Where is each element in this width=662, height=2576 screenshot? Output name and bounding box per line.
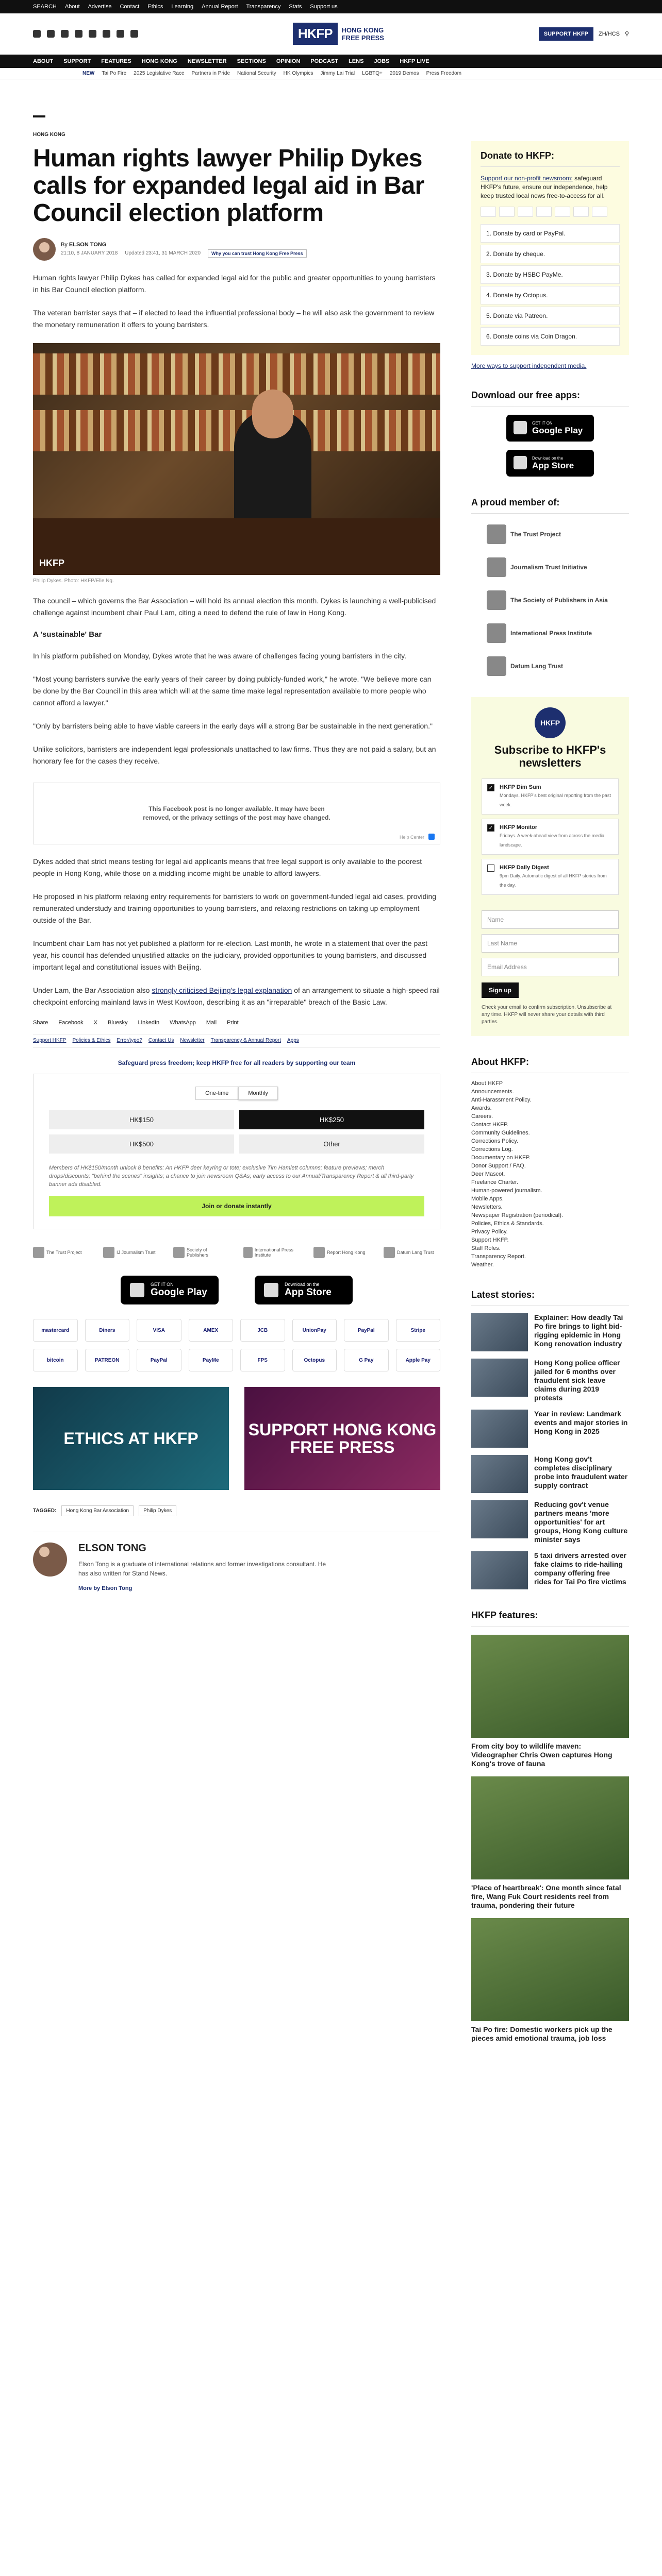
author-name[interactable]: ELSON TONG <box>69 241 107 248</box>
nav-item[interactable]: HKFP LIVE <box>400 58 429 64</box>
article-paragraph: Human rights lawyer Philip Dykes has called for expanded legal aid for the public and greater opportunities to young barristers in his Bar Council election platform. <box>33 274 436 294</box>
about-link[interactable]: Support HKFP. <box>471 1237 509 1243</box>
topbar-link[interactable]: Ethics <box>147 4 163 10</box>
site-header <box>0 13 662 55</box>
payment-logo[interactable]: Apple Pay <box>396 1349 441 1371</box>
newsletter-name: HKFP Dim Sum <box>500 784 541 790</box>
payment-logo[interactable]: PATREON <box>85 1349 130 1371</box>
feature-title[interactable]: From city boy to wildlife maven: Videographer Chris Owen captures Hong Kong's trove of fauna <box>471 1742 613 1768</box>
main-nav <box>0 55 662 68</box>
share-bar <box>33 1020 440 1035</box>
article-title: Human rights lawyer Philip Dykes calls for expanded legal aid in Bar Council election platform <box>33 145 424 227</box>
checkbox-icon[interactable] <box>487 865 494 872</box>
about-link[interactable]: Announcements. <box>471 1089 514 1095</box>
feature-image[interactable] <box>471 1776 629 1879</box>
card-icon <box>518 207 533 217</box>
story-thumbnail[interactable] <box>471 1500 528 1538</box>
desk-graphic <box>33 518 440 575</box>
tag-link[interactable]: Hong Kong Bar Association <box>61 1505 134 1516</box>
payment-logo[interactable]: PayPal <box>344 1319 389 1342</box>
about-title: About HKFP: <box>471 1057 629 1073</box>
author-avatar[interactable] <box>33 1543 67 1577</box>
top-utility-bar <box>0 0 662 13</box>
join-donate-button[interactable]: Join or donate instantly <box>49 1196 424 1216</box>
story-title[interactable]: Hong Kong gov't completes disciplinary probe into fraudulent water supply contract <box>534 1455 628 1489</box>
about-link[interactable]: Contact HKFP. <box>471 1122 508 1128</box>
app-store-badge[interactable] <box>506 450 594 477</box>
payment-logo[interactable]: Diners <box>85 1319 130 1342</box>
more-by-author-link[interactable]: More by Elson Tong <box>78 1585 133 1591</box>
latest-story[interactable] <box>471 1359 629 1402</box>
instagram-icon[interactable] <box>61 30 69 38</box>
footer-link[interactable]: Newsletter <box>180 1038 205 1043</box>
story-thumbnail[interactable] <box>471 1551 528 1589</box>
share-label[interactable]: Share <box>33 1020 48 1026</box>
by-label: By <box>61 241 68 248</box>
partner-logos <box>33 1245 440 1260</box>
share-whatsapp[interactable]: WhatsApp <box>170 1020 196 1026</box>
footer-link[interactable]: Transparency & Annual Report <box>210 1038 281 1043</box>
safeguard-text[interactable]: Safeguard press freedom; keep HKFP free for all readers by supporting our team <box>118 1059 356 1066</box>
tag-link[interactable]: Philip Dykes <box>139 1505 176 1516</box>
topbar-link[interactable]: Learning <box>171 4 194 10</box>
badge-store-name: Google Play <box>151 1287 207 1298</box>
article-paragraph: "Only by barristers being able to have viable careers in the early days will a strong Bar be sustainable in the next generation." <box>33 722 433 730</box>
article-paragraph: Incumbent chair Lam has not yet published a platform for re-election. Last month, he wrote in a statement that over the past year, his council has defended unjustified attacks on the judiciary, provided opportunities to young barristers, and discussed important legal and constitutional issues with Beijing. <box>33 939 427 971</box>
story-title[interactable]: 5 taxi drivers arrested over fake claims to ride-hailing company offering free rides for Tai Po fire victims <box>534 1551 626 1586</box>
x-icon[interactable] <box>47 30 55 38</box>
about-link[interactable]: Staff Roles. <box>471 1245 501 1251</box>
story-title[interactable]: Year in review: Landmark events and major stories in Hong Kong in 2025 <box>534 1410 628 1435</box>
article-photo <box>33 343 440 575</box>
share-facebook[interactable]: Facebook <box>58 1020 84 1026</box>
updated-date: Updated 23:41, 31 MARCH 2020 <box>125 250 201 256</box>
author-line <box>61 242 307 248</box>
logo-wordmark <box>342 26 384 42</box>
nav-item[interactable]: OPINION <box>276 58 301 64</box>
amount-option-other[interactable]: Other <box>239 1134 424 1154</box>
topbar-link[interactable]: Transparency <box>246 4 281 10</box>
article-footer-links <box>33 1038 440 1048</box>
badge-small-text: GET IT ON <box>532 420 553 426</box>
footer-link[interactable]: Contact Us <box>148 1038 174 1043</box>
youtube-icon[interactable] <box>75 30 82 38</box>
payment-logo[interactable]: PayPal <box>137 1349 181 1371</box>
trending-link[interactable]: National Security <box>237 71 276 76</box>
donate-text: safeguard HKFP's future, ensure our independence, help keep trusted local news free-to-access for all. <box>481 175 608 199</box>
payment-logo[interactable]: PayMe <box>189 1349 234 1371</box>
story-title[interactable]: Reducing gov't venue partners means 'more opportunities' for art groups, Hong Kong culture minister says <box>534 1500 628 1544</box>
payment-logo[interactable]: mastercard <box>33 1319 78 1342</box>
about-link[interactable]: Human-powered journalism. <box>471 1188 542 1194</box>
card-icon <box>481 207 496 217</box>
article-paragraph: Unlike solicitors, barristers are independent legal professionals unattached to law firms. Thus they are not paid a salary, but an honorary fee for the cases they receive. <box>33 745 436 765</box>
donate-option[interactable]: 2. Donate by cheque. <box>481 245 620 263</box>
google-play-badge[interactable] <box>506 415 594 442</box>
donate-payment-icons <box>481 207 620 217</box>
partner-logo[interactable]: IJ Journalism Trust <box>103 1245 160 1260</box>
amount-options <box>49 1110 424 1154</box>
share-print[interactable]: Print <box>227 1020 239 1026</box>
photo-watermark: HKFP <box>39 558 64 568</box>
newsletter-desc: Fridays. A week-ahead view from across the media landscape. <box>500 833 605 848</box>
promo-banners <box>33 1387 440 1490</box>
donate-option[interactable]: 4. Donate by Octopus. <box>481 286 620 304</box>
donate-options <box>481 224 620 346</box>
author-avatar[interactable] <box>33 238 56 261</box>
article-paragraph: "Most young barristers survive the early years of their career by doing publicly-funded work," he wrote. "We believe more can be done by the Bar Council in this area which will at the same time make legal representation available to more people who cannot afford a lawyer." <box>33 675 432 707</box>
logo-line-1: HONG KONG <box>341 26 384 34</box>
app-store-badge[interactable] <box>255 1276 353 1304</box>
card-icon <box>592 207 607 217</box>
article-category[interactable]: HONG KONG <box>33 132 65 138</box>
newsletter-desc: Mondays. HKFP's best original reporting from the past week. <box>500 793 611 807</box>
support-hkfp-button[interactable]: SUPPORT HKFP <box>539 27 593 41</box>
donation-widget <box>33 1074 440 1229</box>
paragraph-text: Under Lam, the Bar Association also <box>33 986 152 994</box>
nav-item[interactable]: SECTIONS <box>237 58 266 64</box>
linkedin-icon[interactable] <box>89 30 96 38</box>
topbar-link[interactable]: Annual Report <box>202 4 238 10</box>
story-title[interactable]: Explainer: How deadly Tai Po fire brings to light bid-rigging epidemic in Hong Kong renovation industry <box>534 1313 623 1348</box>
hkfp-logo: HKFP <box>535 707 566 738</box>
about-link[interactable]: Corrections Policy. <box>471 1138 518 1144</box>
nav-item[interactable]: JOBS <box>374 58 390 64</box>
embed-unavailable-text: This Facebook post is no longer available. It may have been removed, or the privacy settings of the post may have changed. <box>143 805 330 821</box>
trending-bar <box>0 68 662 79</box>
donate-title: Donate to HKFP: <box>481 150 620 167</box>
partner-logo[interactable]: Datum Lang Trust <box>384 1245 440 1260</box>
byline <box>33 238 440 261</box>
checkbox-checked-icon[interactable]: ✓ <box>487 824 494 832</box>
trending-link[interactable]: Press Freedom <box>426 71 461 76</box>
footer-link[interactable]: Apps <box>287 1038 299 1043</box>
checkbox-checked-icon[interactable]: ✓ <box>487 784 494 791</box>
about-link[interactable]: Mobile Apps. <box>471 1196 504 1202</box>
feature-story[interactable] <box>471 1635 629 1768</box>
latest-story[interactable] <box>471 1313 629 1351</box>
topbar-link[interactable]: Stats <box>289 4 302 10</box>
newsletter-option[interactable] <box>482 859 619 895</box>
badge-store-name: Google Play <box>532 425 583 435</box>
partner-logo[interactable]: Report Hong Kong <box>313 1245 370 1260</box>
author-bio: Elson Tong is a graduate of international relations and former investigations consultant. He has also written for Stand News. <box>78 1561 326 1577</box>
about-link[interactable]: Privacy Policy. <box>471 1229 508 1235</box>
donate-option[interactable]: 5. Donate via Patreon. <box>481 307 620 325</box>
card-icon <box>573 207 589 217</box>
about-links <box>471 1079 629 1269</box>
photo-caption: Philip Dykes. Photo: HKFP/Elle Ng. <box>33 578 114 584</box>
face-graphic <box>252 389 293 438</box>
trending-link[interactable]: LGBTQ+ <box>362 71 383 76</box>
article-main <box>33 79 440 2043</box>
about-link[interactable]: Awards. <box>471 1105 492 1111</box>
badge-store-name: App Store <box>285 1287 332 1298</box>
story-thumbnail[interactable] <box>471 1359 528 1397</box>
payment-logo[interactable]: FPS <box>240 1349 285 1371</box>
payment-logo[interactable]: VISA <box>137 1319 181 1342</box>
social-icons <box>33 30 138 38</box>
payment-logo[interactable]: Stripe <box>396 1319 441 1342</box>
bluesky-icon[interactable] <box>117 30 124 38</box>
inline-article-link[interactable]: strongly criticised Beijing's legal explanation <box>152 986 292 994</box>
member-title: A proud member of: <box>471 497 629 514</box>
logo-mark: HKFP <box>293 23 338 45</box>
badge-store-name: App Store <box>532 460 574 470</box>
article-paragraph <box>33 985 440 1008</box>
about-link[interactable]: Newspaper Registration (periodical). <box>471 1212 563 1218</box>
paragraph-text: of an arrangement to situate a high-speed rail checkpoint enforcing mainland laws in West Kowloon, describing it as an "irreparable" breach of the Basic Law. <box>33 986 440 1006</box>
feature-story[interactable] <box>471 1776 629 1910</box>
donate-description <box>481 174 620 200</box>
partner-logo[interactable]: Society of Publishers <box>173 1245 230 1260</box>
app-badges <box>33 1276 440 1304</box>
feature-image[interactable] <box>471 1635 629 1738</box>
donate-box <box>471 141 629 355</box>
feature-image[interactable] <box>471 1918 629 2021</box>
article-paragraph: In his platform published on Monday, Dykes wrote that he was aware of challenges facing young barristers in the city. <box>33 652 406 660</box>
telegram-icon[interactable] <box>130 30 138 38</box>
nav-item[interactable]: SUPPORT <box>63 58 91 64</box>
latest-story[interactable] <box>471 1455 629 1493</box>
article-subheading: A 'sustainable' Bar <box>33 630 102 639</box>
sidebar <box>471 79 629 2043</box>
payment-logo[interactable]: Octopus <box>292 1349 337 1371</box>
nav-item[interactable]: ABOUT <box>33 58 54 64</box>
facebook-icon <box>428 834 435 840</box>
card-icon <box>499 207 515 217</box>
trending-link[interactable]: HK Olympics <box>283 71 313 76</box>
apps-title: Download our free apps: <box>471 390 629 406</box>
about-link[interactable]: About HKFP <box>471 1080 503 1087</box>
ethics-banner[interactable]: ETHICS AT HKFP <box>33 1387 229 1490</box>
donate-option[interactable]: 3. Donate by HSBC PayMe. <box>481 265 620 284</box>
topbar-link[interactable]: Contact <box>120 4 140 10</box>
about-link[interactable]: Documentary on HKFP. <box>471 1155 531 1161</box>
payment-logo[interactable]: JCB <box>240 1319 285 1342</box>
payment-logo[interactable]: AMEX <box>189 1319 234 1342</box>
member-logo[interactable]: The Society of Publishers in Asia <box>487 590 629 611</box>
trending-label: NEW <box>82 71 95 76</box>
about-link[interactable]: Anti-Harassment Policy. <box>471 1097 532 1103</box>
facebook-embed <box>33 783 440 844</box>
share-linkedin[interactable]: LinkedIn <box>138 1020 160 1026</box>
share-bluesky[interactable]: Bluesky <box>108 1020 128 1026</box>
newsletter-name: HKFP Monitor <box>500 824 538 831</box>
donate-link[interactable]: Support our non-profit newsroom: <box>481 175 573 182</box>
tab-one-time[interactable]: One-time <box>195 1087 238 1100</box>
feature-title[interactable]: 'Place of heartbreak': One month since fatal fire, Wang Fuk Court residents reel from trauma, pondering their future <box>471 1884 621 1909</box>
partner-logo[interactable]: International Press Institute <box>243 1245 300 1260</box>
frequency-toggle <box>49 1087 424 1100</box>
article-dates <box>61 249 307 258</box>
last-name-field[interactable]: Last Name <box>482 934 619 953</box>
name-field[interactable]: Name <box>482 910 619 929</box>
search-icon[interactable]: ⚲ <box>624 31 629 37</box>
newsletter-option[interactable] <box>482 819 619 855</box>
about-link[interactable]: Policies, Ethics & Standards. <box>471 1221 544 1227</box>
nav-item[interactable]: LENS <box>349 58 364 64</box>
amount-option[interactable]: HK$150 <box>49 1110 234 1129</box>
donate-option[interactable]: 1. Donate by card or PayPal. <box>481 224 620 243</box>
nav-item[interactable]: PODCAST <box>310 58 339 64</box>
site-logo[interactable] <box>293 23 384 45</box>
article-paragraph: Dykes added that strict means testing for legal aid applicants means that free legal support is only available to the poorest people in Hong Kong, while those on a middling income might be unable to afford lawyers. <box>33 857 422 877</box>
latest-title: Latest stories: <box>471 1290 629 1306</box>
language-switch[interactable]: ZH/HCS <box>598 30 620 37</box>
article-paragraph: The council – which governs the Bar Association – will hold its annual election this month. Dykes is launching a well-publicised challenge against incumbent chair Paul Lam, citing a need to defend the rule of law in Hong Kong. <box>33 597 436 617</box>
badge-small-text: Download on the <box>285 1282 320 1287</box>
payment-logo[interactable]: G Pay <box>344 1349 389 1371</box>
payment-methods <box>33 1319 440 1371</box>
logo-line-2: FREE PRESS <box>341 33 384 42</box>
title-rule <box>33 115 45 117</box>
newsletter-signup <box>471 697 629 1036</box>
help-center-link[interactable]: Help Center <box>399 835 424 840</box>
google-play-badge[interactable] <box>121 1276 219 1304</box>
more-ways-link[interactable]: More ways to support independent media. <box>471 362 587 369</box>
about-link[interactable]: Transparency Report. <box>471 1253 526 1260</box>
topbar-link[interactable]: Advertise <box>88 4 112 10</box>
support-banner[interactable]: SUPPORT HONG KONG FREE PRESS <box>244 1387 440 1490</box>
signup-note: Check your email to confirm subscription. Unsubscribe at any time. HKFP will never share your details with third parties. <box>482 1005 612 1025</box>
member-logos <box>471 524 629 676</box>
story-thumbnail[interactable] <box>471 1455 528 1493</box>
partner-logo[interactable]: The Trust Project <box>33 1245 90 1260</box>
member-benefits: Members of HK$150/month unlock 8 benefits: An HKFP deer keyring or tote; exclusive Tim Hamlett columns; feature previews; merch drops/discounts; "behind the scenes" insights; a chance to join newsroom Q&As; early access to our Annual/Transparency Report & all third-party banner ads disabled. <box>49 1165 414 1188</box>
topbar-link[interactable]: Support us <box>310 4 338 10</box>
footer-link[interactable]: Error/typo? <box>117 1038 142 1043</box>
card-icon <box>555 207 570 217</box>
facebook-icon[interactable] <box>33 30 41 38</box>
member-logo[interactable]: International Press Institute <box>487 623 629 643</box>
trending-link[interactable]: 2019 Demos <box>389 71 419 76</box>
share-mail[interactable]: Mail <box>206 1020 217 1026</box>
trending-link[interactable]: Tai Po Fire <box>102 71 127 76</box>
payment-logo[interactable]: bitcoin <box>33 1349 78 1371</box>
newsletter-name: HKFP Daily Digest <box>500 865 549 871</box>
about-link[interactable]: Deer Mascot. <box>471 1171 505 1177</box>
trust-link[interactable]: Why you can trust Hong Kong Free Press <box>208 249 307 258</box>
feature-title[interactable]: Tai Po fire: Domestic workers pick up the pieces amid emotional trauma, job loss <box>471 2025 613 2042</box>
nav-item[interactable]: NEWSLETTER <box>187 58 227 64</box>
latest-story[interactable] <box>471 1500 629 1544</box>
trending-link[interactable]: 2025 Legislative Race <box>134 71 185 76</box>
threads-icon[interactable] <box>103 30 110 38</box>
badge-small-text: GET IT ON <box>151 1282 174 1287</box>
about-link[interactable]: Newsletters. <box>471 1204 503 1210</box>
search-link[interactable]: SEARCH <box>33 4 57 10</box>
header-actions <box>539 27 629 41</box>
latest-story[interactable] <box>471 1410 629 1448</box>
footer-link[interactable]: Support HKFP <box>33 1038 67 1043</box>
newsletter-desc: 9pm Daily. Automatic digest of all HKFP stories from the day. <box>500 873 607 888</box>
member-logo[interactable]: Journalism Trust Initiative <box>487 557 629 578</box>
feature-story[interactable] <box>471 1918 629 2043</box>
tags <box>33 1505 440 1516</box>
latest-stories <box>471 1313 629 1589</box>
about-link[interactable]: Freelance Charter. <box>471 1179 519 1185</box>
card-icon <box>536 207 552 217</box>
newsletter-title: Subscribe to HKFP's newsletters <box>494 743 606 769</box>
donate-option[interactable]: 6. Donate coins via Coin Dragon. <box>481 327 620 346</box>
about-link[interactable]: Corrections Log. <box>471 1146 513 1153</box>
tab-monthly[interactable]: Monthly <box>238 1087 278 1100</box>
payment-logo[interactable]: UnionPay <box>292 1319 337 1342</box>
published-date: 21:10, 8 JANUARY 2018 <box>61 250 118 256</box>
email-field[interactable]: Email Address <box>482 958 619 976</box>
bookshelf-graphic <box>33 353 440 395</box>
amount-option-selected[interactable]: HK$250 <box>239 1110 424 1129</box>
newsletter-option[interactable] <box>482 778 619 815</box>
nav-item[interactable]: HONG KONG <box>141 58 177 64</box>
trending-link[interactable]: Jimmy Lai Trial <box>320 71 355 76</box>
article-paragraph: The veteran barrister says that – if elected to lead the influential professional body – he will also ask the government to review the monetary remuneration it offers to young barristers. <box>33 309 435 329</box>
badge-small-text: Download on the <box>532 455 564 461</box>
author-box-name[interactable]: ELSON TONG <box>78 1543 146 1554</box>
story-thumbnail[interactable] <box>471 1410 528 1448</box>
features-title: HKFP features: <box>471 1610 629 1626</box>
story-title[interactable]: Hong Kong police officer jailed for 6 months over fraudulent sick leave claims during 2019 protests <box>534 1359 620 1402</box>
share-x[interactable]: X <box>93 1020 98 1026</box>
tags-label: TAGGED: <box>33 1508 57 1514</box>
about-link[interactable]: Weather. <box>471 1262 494 1268</box>
member-logo[interactable]: The Trust Project <box>487 524 629 545</box>
about-link[interactable]: Community Guidelines. <box>471 1130 530 1136</box>
feature-stories <box>471 1635 629 2043</box>
member-logo[interactable]: Datum Lang Trust <box>487 656 629 676</box>
amount-option[interactable]: HK$500 <box>49 1134 234 1154</box>
about-link[interactable]: Careers. <box>471 1113 493 1120</box>
article-paragraph: He proposed in his platform relaxing entry requirements for barristers to work on government-funded legal aid cases, providing remunerated understudy and training opportunities to young barristers, and relaxing restrictions on taking up employment outside of the Bar. <box>33 892 437 924</box>
trending-link[interactable]: Partners in Pride <box>191 71 230 76</box>
story-thumbnail[interactable] <box>471 1313 528 1351</box>
latest-story[interactable] <box>471 1551 629 1589</box>
topbar-link[interactable]: About <box>64 4 80 10</box>
author-box <box>33 1532 440 1591</box>
sign-up-button[interactable]: Sign up <box>482 982 519 998</box>
footer-link[interactable]: Policies & Ethics <box>72 1038 111 1043</box>
about-link[interactable]: Donor Support / FAQ. <box>471 1163 526 1169</box>
nav-item[interactable]: FEATURES <box>101 58 131 64</box>
